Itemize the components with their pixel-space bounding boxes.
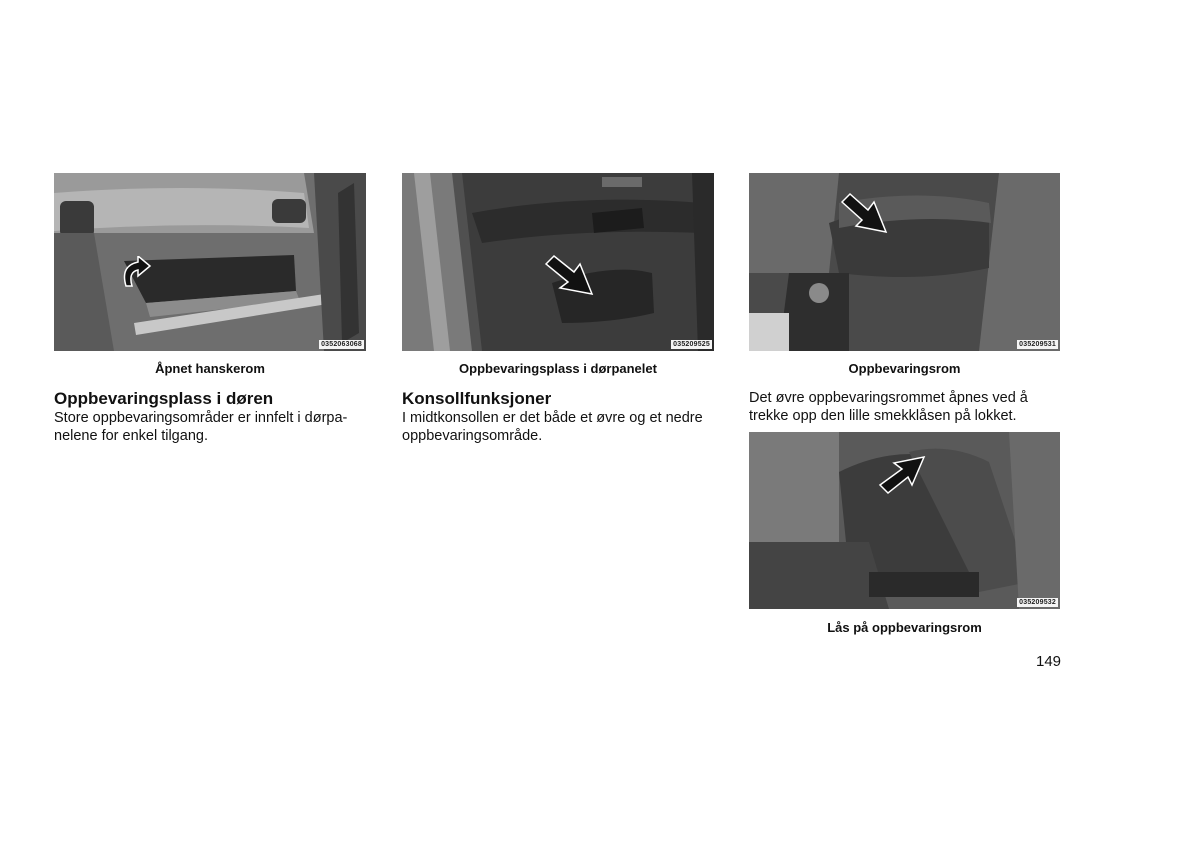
section-body-line: I midtkonsollen er det både et øvre og et nedre	[402, 410, 703, 426]
figure-code: 0352063068	[321, 341, 362, 348]
section-body-line: nelene for enkel tilgang.	[54, 428, 208, 444]
right-column-line: Det øvre oppbevaringsrommet åpnes ved å	[749, 390, 1028, 406]
figure-code: 035209532	[1019, 599, 1056, 606]
figure-caption: Oppbevaringsplass i dørpanelet	[459, 361, 657, 376]
right-column-line: trekke opp den lille smekklåsen på lokket.	[749, 408, 1017, 424]
section-body-line: oppbevaringsområde.	[402, 428, 543, 444]
arrow-icon	[878, 455, 928, 495]
section-heading: Oppbevaringsplass i døren	[54, 389, 274, 408]
page-number: 149	[1036, 653, 1062, 670]
figure-code: 035209531	[1019, 341, 1056, 348]
console-storage-photo	[749, 173, 1060, 351]
arrow-icon	[840, 192, 890, 236]
rotate-arrow-icon	[118, 256, 154, 292]
arrow-icon	[544, 254, 596, 298]
figure-code: 035209525	[673, 341, 710, 348]
glovebox-photo	[54, 173, 366, 351]
section-heading: Konsollfunksjoner	[402, 389, 552, 408]
figure-caption: Lås på oppbevaringsrom	[827, 620, 982, 635]
figure-caption: Oppbevaringsrom	[848, 361, 961, 376]
section-body-line: Store oppbevaringsområder er innfelt i dørpa-	[54, 410, 348, 426]
figure-caption: Åpnet hanskerom	[155, 361, 265, 376]
